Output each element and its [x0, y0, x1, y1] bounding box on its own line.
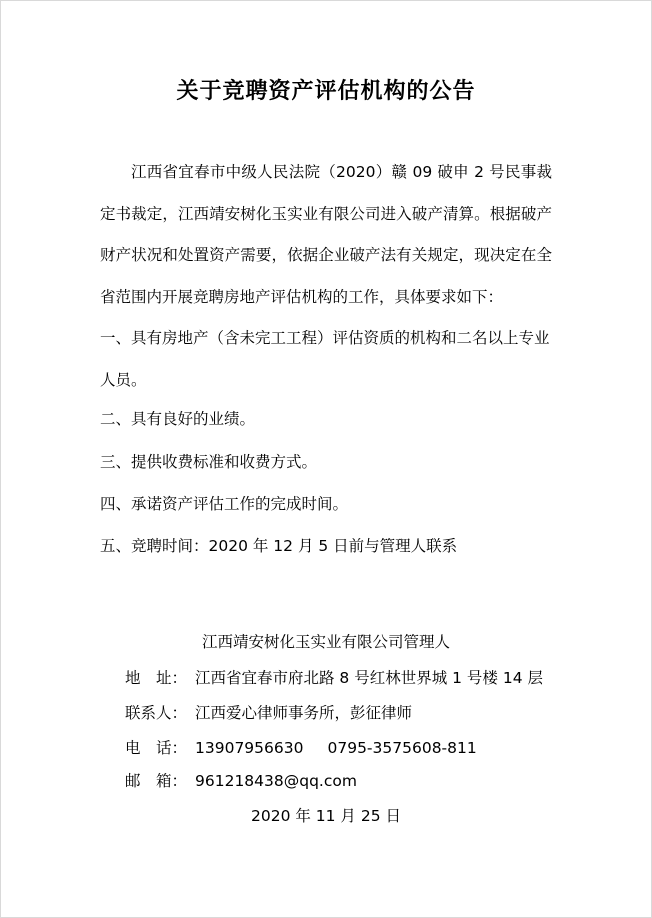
address-label: 地 址：	[125, 669, 188, 687]
notice-date: 2020 年 11 月 25 日	[250, 807, 402, 825]
requirement-2: 二、具有良好的业绩。	[100, 410, 256, 428]
address-row	[125, 666, 543, 688]
phone-label: 电 话：	[125, 739, 188, 757]
phone-row	[125, 736, 477, 758]
email-row	[125, 769, 357, 791]
contact-person-label: 联系人：	[125, 704, 188, 722]
phone-secondary: 0795-3575608-811	[327, 739, 477, 757]
intro-paragraph: 江西省宜春市中级人民法院（2020）赣 09 破申 2 号民事裁定书裁定，江西靖安树化玉实业有限公司进入破产清算。根据破产财产状况和处置资产需要，依据企业破产法有关规定，现决定在全省范围内开展竞聘房地产评估机构的工作，具体要求如下：	[100, 163, 552, 306]
requirement-4: 四、承诺资产评估工作的完成时间。	[100, 495, 349, 513]
contact-person-row	[125, 701, 412, 723]
address-value: 江西省宜春市府北路 8 号红林世界城 1 号楼 14 层	[195, 669, 544, 687]
requirement-5: 五、竞聘时间：2020 年 12 月 5 日前与管理人联系	[100, 537, 458, 555]
email-label: 邮 箱：	[125, 772, 188, 790]
issuer-name: 江西靖安树化玉实业有限公司管理人	[201, 633, 450, 651]
requirement-1: 一、具有房地产（含未完工工程）评估资质的机构和二名以上专业人员。	[100, 329, 550, 389]
email-value: 961218438@qq.com	[195, 772, 357, 790]
requirement-3: 三、提供收费标准和收费方式。	[100, 453, 318, 471]
phone-primary: 13907956630	[195, 739, 304, 757]
contact-person-value: 江西爱心律师事务所，彭征律师	[195, 704, 413, 722]
document-title: 关于竞聘资产评估机构的公告	[176, 79, 476, 104]
